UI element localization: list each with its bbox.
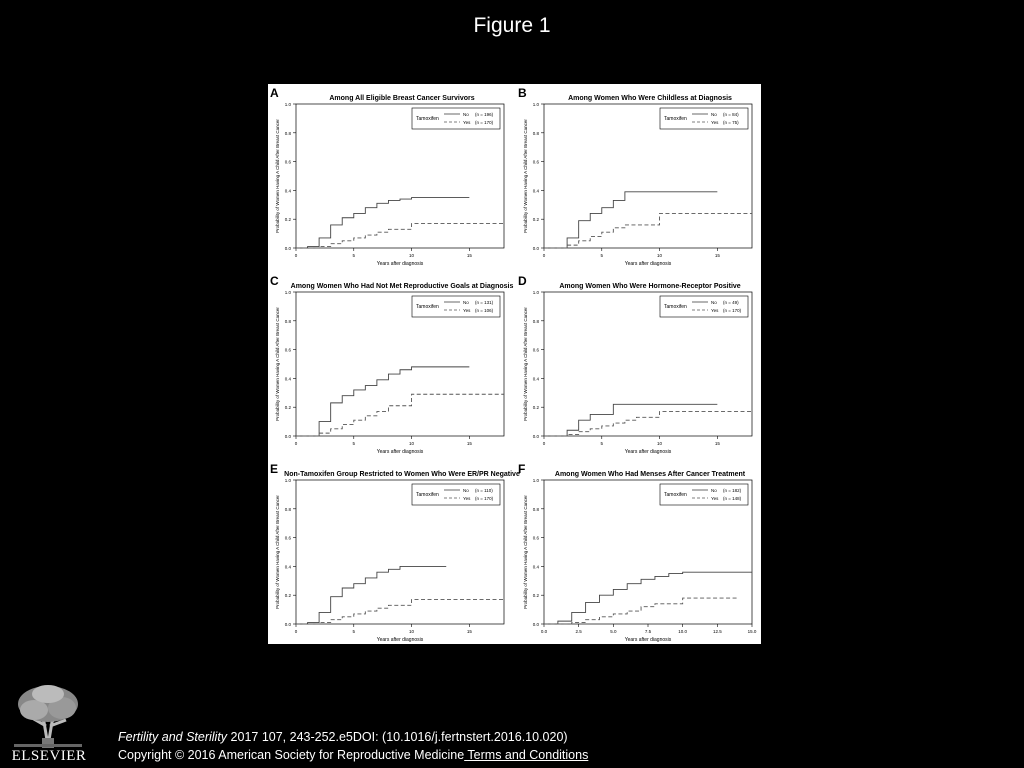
panel-a [270, 86, 504, 267]
x-tick-label-c: 0 [294, 441, 298, 446]
y-tick-label-a: 0.6 [284, 159, 291, 165]
x-tick-label-c: 10 [409, 441, 415, 446]
x-tick-label-f: 10.0 [678, 629, 688, 634]
legend-label-no-a: No [463, 111, 469, 117]
y-tick-label-b: 0.0 [532, 246, 539, 251]
y-tick-label-c: 0.4 [284, 376, 291, 382]
legend-a [412, 108, 500, 129]
panel-c [270, 274, 513, 455]
series-line-yes-d [544, 412, 752, 436]
x-tick-label-e: 15 [466, 629, 472, 634]
x-tick-label-c: 15 [466, 441, 472, 446]
y-axis-label-a: Probability of Women Having A Child After Breast Cancer [275, 119, 280, 233]
legend-count-yes-b: (n = 75) [723, 119, 739, 125]
y-tick-label-c: 0.8 [284, 318, 291, 324]
legend-count-yes-d: (n = 170) [723, 307, 742, 313]
y-tick-label-a: 1.0 [284, 102, 291, 107]
x-tick-label-b: 10 [657, 253, 663, 258]
legend-f [660, 484, 748, 505]
y-tick-label-e: 1.0 [284, 478, 291, 483]
y-tick-label-f: 0.6 [532, 535, 539, 541]
y-tick-label-a: 0.0 [284, 246, 291, 251]
y-tick-label-b: 0.4 [532, 188, 539, 194]
panel-letter-c: C [270, 274, 279, 288]
x-tick-label-e: 0 [294, 629, 298, 634]
y-tick-label-d: 0.4 [532, 376, 539, 382]
series-line-yes-e [296, 600, 504, 624]
terms-and-conditions-link[interactable]: Terms and Conditions [464, 748, 589, 762]
y-tick-label-e: 0.0 [284, 622, 291, 627]
y-tick-label-d: 0.2 [532, 405, 539, 411]
y-tick-label-b: 0.8 [532, 130, 539, 136]
copyright-text: Copyright © 2016 American Society for Reproductive Medicine [118, 748, 465, 762]
series-line-no-e [296, 566, 446, 624]
x-tick-label-f: 0.0 [540, 629, 548, 634]
legend-label-yes-a: Yes [463, 119, 471, 125]
x-tick-label-e: 10 [409, 629, 415, 634]
legend-title-f: Tamoxifen [664, 492, 687, 498]
legend-count-no-a: (n = 196) [475, 111, 494, 117]
legend-label-no-e: No [463, 487, 469, 493]
citation-details: 2017 107, 243-252.e5DOI: (10.1016/j.fertnstert.2016.10.020) [227, 730, 568, 744]
panel-letter-b: B [518, 86, 527, 100]
y-tick-label-e: 0.6 [284, 535, 291, 541]
x-tick-label-d: 0 [542, 441, 546, 446]
legend-count-yes-a: (n = 170) [475, 119, 494, 125]
panel-title-a: Among All Eligible Breast Cancer Survivors [329, 95, 475, 102]
x-tick-label-f: 2.5 [575, 629, 582, 634]
panel-d [518, 274, 752, 455]
x-tick-label-c: 5 [352, 441, 356, 446]
legend-d [660, 296, 748, 317]
y-tick-label-f: 0.4 [532, 564, 539, 570]
y-tick-label-c: 0.0 [284, 434, 291, 439]
legend-label-no-c: No [463, 299, 469, 305]
y-axis-label-f: Probability of Women Having A Child After Breast Cancer [523, 495, 528, 609]
legend-label-no-d: No [711, 299, 717, 305]
y-axis-label-d: Probability of Women Having A Child After Breast Cancer [523, 307, 528, 421]
y-tick-label-f: 0.0 [532, 622, 539, 627]
series-line-no-a [296, 198, 469, 248]
legend-c [412, 296, 500, 317]
y-tick-label-f: 1.0 [532, 478, 539, 483]
legend-title-e: Tamoxifen [416, 492, 439, 498]
x-tick-label-d: 10 [657, 441, 663, 446]
panel-letter-d: D [518, 274, 527, 288]
x-tick-label-d: 5 [600, 441, 604, 446]
series-line-no-c [296, 367, 469, 436]
copyright [118, 748, 588, 762]
x-axis-label-e: Years after diagnosis [376, 637, 424, 643]
y-tick-label-d: 1.0 [532, 290, 539, 295]
x-axis-label-c: Years after diagnosis [376, 449, 424, 455]
x-tick-label-a: 15 [466, 253, 472, 258]
x-axis-label-d: Years after diagnosis [624, 449, 672, 455]
y-tick-label-a: 0.4 [284, 188, 291, 194]
x-tick-label-b: 15 [714, 253, 720, 258]
citation [118, 730, 568, 744]
figure-1-charts [268, 84, 761, 644]
y-tick-label-d: 0.0 [532, 434, 539, 439]
y-tick-label-c: 0.6 [284, 347, 291, 353]
legend-count-yes-e: (n = 170) [475, 495, 494, 501]
citation-journal: Fertility and Sterility [118, 730, 228, 744]
x-tick-label-a: 10 [409, 253, 415, 258]
panel-e [270, 462, 520, 643]
legend-title-d: Tamoxifen [664, 304, 687, 310]
x-tick-label-d: 15 [714, 441, 720, 446]
y-tick-label-c: 0.2 [284, 405, 291, 411]
series-line-yes-a [296, 224, 504, 248]
x-tick-label-f: 5.0 [610, 629, 617, 634]
x-axis-label-a: Years after diagnosis [376, 261, 424, 267]
series-line-yes-f [544, 598, 738, 624]
panel-letter-f: F [518, 462, 526, 476]
x-tick-label-e: 5 [352, 629, 356, 634]
y-tick-label-f: 0.2 [532, 593, 539, 599]
series-line-yes-b [544, 213, 752, 248]
panel-b [518, 86, 752, 267]
panel-title-f: Among Women Who Had Menses After Cancer Treatment [554, 471, 746, 478]
y-tick-label-b: 0.6 [532, 159, 539, 165]
legend-count-no-c: (n = 131) [475, 299, 494, 305]
legend-label-yes-e: Yes [463, 495, 471, 501]
x-tick-label-f: 15.0 [747, 629, 757, 634]
x-tick-label-f: 12.5 [712, 629, 722, 634]
legend-title-a: Tamoxifen [416, 116, 439, 122]
y-axis-label-e: Probability of Women Having A Child After Breast Cancer [275, 495, 280, 609]
panel-title-b: Among Women Who Were Childless at Diagnosis [568, 95, 732, 102]
y-tick-label-e: 0.8 [284, 506, 291, 512]
legend-label-yes-d: Yes [711, 307, 719, 313]
legend-label-no-b: No [711, 111, 717, 117]
legend-count-yes-c: (n = 106) [475, 307, 494, 313]
x-tick-label-a: 5 [352, 253, 356, 258]
legend-count-yes-f: (n = 148) [723, 495, 742, 501]
y-tick-label-b: 1.0 [532, 102, 539, 107]
y-axis-label-c: Probability of Women Having A Child After Breast Cancer [275, 307, 280, 421]
legend-e [412, 484, 500, 505]
x-tick-label-a: 0 [294, 253, 298, 258]
legend-b [660, 108, 748, 129]
legend-count-no-f: (n = 182) [723, 487, 742, 493]
panel-title-d: Among Women Who Were Hormone-Receptor Positive [559, 283, 741, 290]
panel-f [518, 462, 757, 643]
y-tick-label-e: 0.4 [284, 564, 291, 570]
series-line-yes-c [296, 394, 504, 436]
legend-count-no-b: (n = 84) [723, 111, 739, 117]
panel-letter-e: E [270, 462, 279, 476]
y-tick-label-f: 0.8 [532, 506, 539, 512]
x-tick-label-b: 5 [600, 253, 604, 258]
x-tick-label-f: 7.5 [644, 629, 652, 634]
elsevier-wordmark: ELSEVIER [11, 748, 87, 764]
y-tick-label-c: 1.0 [284, 290, 291, 295]
y-tick-label-e: 0.2 [284, 593, 291, 599]
y-tick-label-a: 0.8 [284, 130, 291, 136]
slide-title: Figure 1 [473, 14, 551, 37]
x-axis-label-f: Years after diagnosis [624, 637, 672, 643]
panel-letter-a: A [270, 86, 279, 100]
legend-label-no-f: No [711, 487, 717, 493]
y-tick-label-d: 0.8 [532, 318, 539, 324]
legend-label-yes-c: Yes [463, 307, 471, 313]
legend-label-yes-b: Yes [711, 119, 719, 125]
y-tick-label-a: 0.2 [284, 217, 291, 223]
x-tick-label-b: 0 [542, 253, 546, 258]
y-tick-label-d: 0.6 [532, 347, 539, 353]
legend-count-no-e: (n = 110) [475, 487, 493, 493]
legend-title-c: Tamoxifen [416, 304, 439, 310]
panel-title-c: Among Women Who Had Not Met Reproductive Goals at Diagnosis [290, 283, 514, 290]
legend-label-yes-f: Yes [711, 495, 719, 501]
series-line-no-b [544, 192, 717, 248]
series-line-no-d [544, 404, 717, 436]
figure-image [268, 84, 761, 644]
x-axis-label-b: Years after diagnosis [624, 261, 672, 267]
legend-count-no-d: (n = 49) [723, 299, 739, 305]
panel-title-e: Non-Tamoxifen Group Restricted to Women Who Were ER/PR Negative [284, 471, 520, 478]
y-axis-label-b: Probability of Women Having A Child After Breast Cancer [523, 119, 528, 233]
y-tick-label-b: 0.2 [532, 217, 539, 223]
legend-title-b: Tamoxifen [664, 116, 687, 122]
